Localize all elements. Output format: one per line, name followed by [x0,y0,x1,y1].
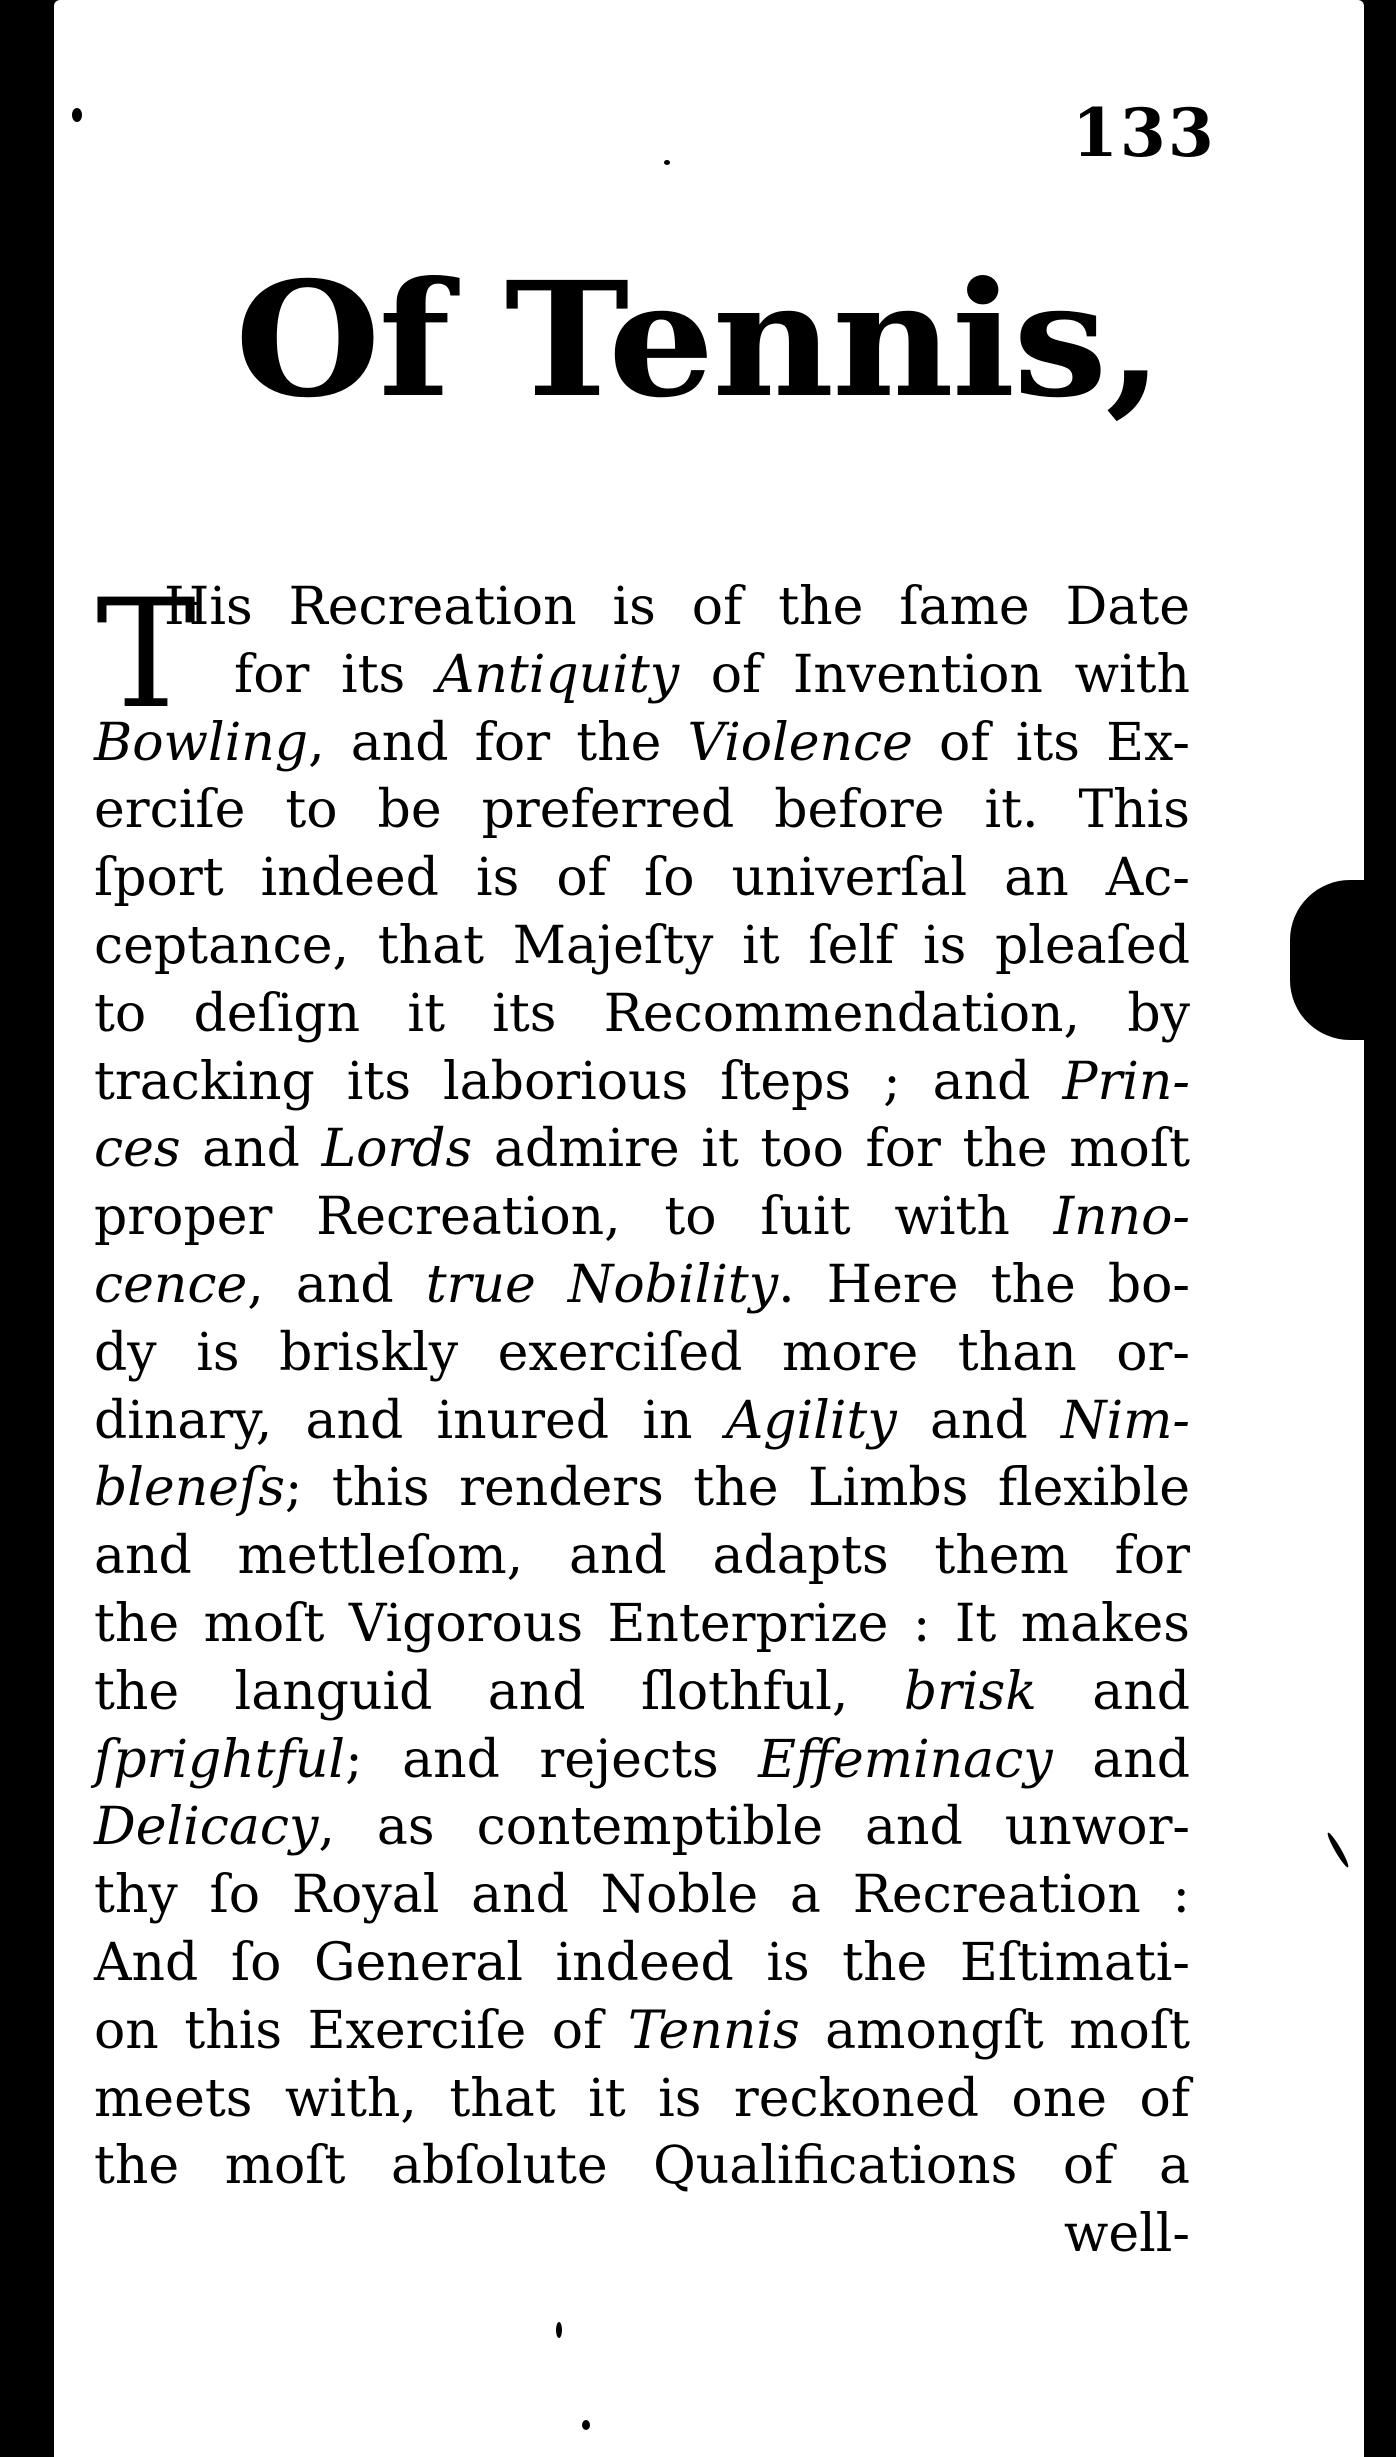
text-segment: ſport indeed is of ſo univerſal an Ac- [94,848,1190,909]
text-segment: ; this renders the Limbs flexible [284,1458,1190,1519]
text-segment: dinary, and inured in [94,1390,726,1451]
text-line [94,1862,1190,1930]
text-segment: the moſt abſolute Qualifications of a [94,2136,1190,2197]
text-segment: ceptance, that Majeſty it ſelf is pleaſed [94,915,1190,976]
text-segment: and [1036,1661,1191,1722]
text-line [94,2133,1190,2201]
text-segment: and [1052,1729,1190,1790]
text-segment: and [180,1119,322,1180]
text-segment: of its Ex- [912,712,1191,773]
text-segment: proper Recreation, to ſuit with [94,1187,1054,1248]
italic-segment: Agility [725,1390,897,1451]
text-segment: , and [247,1254,426,1315]
text-segment: , and for the [308,712,688,773]
drop-cap: T [96,568,197,742]
text-segment: on this Exerciſe of [94,2000,628,2061]
text-line [94,845,1190,913]
text-line [94,913,1190,981]
ink-speck [556,2322,562,2338]
text-line [94,1727,1190,1795]
text-line [94,1930,1190,1998]
text-line [94,777,1190,845]
text-line [94,1252,1190,1320]
italic-segment: ces [94,1119,181,1180]
text-segment: to deſign it its Recommendation, by [94,983,1190,1044]
italic-segment: Antiquity [436,644,680,705]
text-line [94,710,1190,778]
text-segment: And ſo General indeed is the Eſtimati- [94,1932,1190,1993]
body-text [94,568,1191,2269]
text-segment: and [896,1390,1061,1451]
italic-segment: Inno- [1053,1187,1190,1248]
text-line [94,1116,1190,1184]
text-segment: thy ſo Royal and Noble a Recreation : [94,1865,1190,1926]
text-line [94,1184,1190,1252]
italic-segment: bleneſs [94,1458,285,1519]
italic-segment: cence [94,1254,248,1315]
ink-speck [72,108,82,122]
text-segment: . Here the bo- [778,1254,1190,1315]
italic-segment: Tennis [627,2000,800,2061]
italic-segment: brisk [903,1661,1037,1722]
text-segment: and mettleſom, and adapts them for [94,1526,1190,1587]
text-line [94,1591,1190,1659]
text-segment: the moſt Vigorous Enterprize : It makes [94,1593,1190,1654]
text-segment: tracking its laborious ſteps ; and [94,1051,1063,1112]
text-line [94,1523,1190,1591]
italic-segment: Bowling [94,712,309,773]
text-segment: amongſt moſt [799,2000,1190,2061]
text-segment: dy is briskly exerciſed more than or- [94,1322,1190,1383]
ink-speck [582,2420,590,2430]
text-line [94,1049,1190,1117]
italic-segment: Prin- [1062,1051,1190,1112]
text-segment: erciſe to be preferred before it. This [94,780,1190,841]
text-line [94,1659,1190,1727]
text-segment: His Recreation is of the ſame Date [164,577,1190,637]
text-line [94,1388,1190,1456]
text-line [94,1998,1190,2066]
page-title-text: Of Tennis, [234,248,1162,433]
page-number: 133 [1072,94,1216,172]
text-line [94,574,1190,642]
text-segment: , as contemptible and unwor- [318,1797,1190,1858]
page-title [0,248,1396,433]
thumb-tab-mark [1290,880,1396,1040]
text-line [94,642,1190,710]
text-segment: for its [234,644,437,705]
text-segment: well- [1063,2204,1190,2265]
text-segment: meets with, that it is reckoned one of [94,2068,1190,2129]
text-segment: of Invention with [679,644,1190,705]
text-segment: admire it too for the moſt [472,1119,1190,1180]
italic-segment: Violence [687,712,913,773]
text-segment: ; and rejects [345,1729,759,1790]
text-line [94,981,1190,1049]
italic-segment: ſprightful [94,1729,346,1790]
text-line [94,1320,1190,1388]
italic-segment: Nim- [1060,1390,1190,1451]
ink-speck [664,160,670,165]
text-segment: the languid and ſlothful, [94,1661,904,1722]
text-line [94,2066,1190,2134]
text-line [94,2201,1190,2269]
text-line [94,1455,1190,1523]
text-line [94,1794,1190,1862]
italic-segment: Lords [321,1119,473,1180]
italic-segment: Delicacy [94,1797,319,1858]
italic-segment: Effeminacy [758,1729,1053,1790]
italic-segment: true Nobility [425,1254,779,1315]
